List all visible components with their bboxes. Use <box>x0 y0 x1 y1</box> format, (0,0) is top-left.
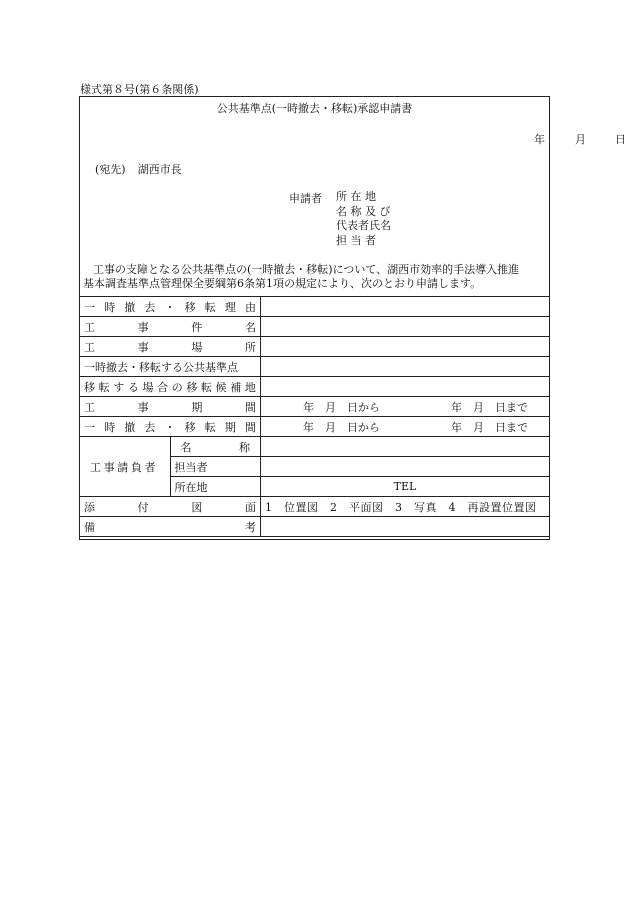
reason-label: 一 時 撤 去 ・ 移 転 理 由 <box>84 300 256 314</box>
row-benchmark <box>80 357 550 377</box>
addressee-name: 湖西市長 <box>137 163 182 176</box>
construction-site-field[interactable] <box>261 337 550 357</box>
construction-period-to: 年 月 日まで <box>451 400 528 414</box>
contractor-address-field[interactable] <box>261 477 550 497</box>
row-candidate-site <box>80 377 550 397</box>
remarks-label: 備 考 <box>84 520 256 534</box>
contractor-label: 工 事 請 負 者 <box>90 460 156 474</box>
removal-period-to: 年 月 日まで <box>451 420 528 434</box>
date-month: 月 <box>575 133 586 146</box>
construction-site-label: 工 事 場 所 <box>84 340 256 354</box>
contractor-person-label: 担当者 <box>170 457 261 477</box>
construction-period-field[interactable] <box>261 397 550 417</box>
contractor-person-field[interactable] <box>261 457 550 477</box>
form-title: 公共基準点(一時撤去・移転)承認申請書 <box>216 102 413 115</box>
application-statement <box>83 263 546 291</box>
contractor-address-label: 所在地 <box>170 477 261 497</box>
row-reason <box>80 297 550 317</box>
row-construction-period <box>80 397 550 417</box>
candidate-site-field[interactable] <box>261 377 550 397</box>
construction-name-field[interactable] <box>261 317 550 337</box>
application-form <box>79 96 626 540</box>
addressee <box>95 161 182 177</box>
applicant-representative-label: 代表者氏名 <box>336 219 391 232</box>
applicant-address-label: 所 在 地 <box>336 190 376 203</box>
row-attachments <box>80 497 550 517</box>
removal-period-field[interactable] <box>261 417 550 437</box>
attachments-list: 1 位置図 2 平面図 3 写真 4 再設置位置図 <box>261 497 550 517</box>
row-removal-period <box>80 417 550 437</box>
row-construction-site <box>80 337 550 357</box>
removal-period-from: 年 月 日から <box>303 420 380 434</box>
date-year: 年 <box>534 133 545 146</box>
row-contractor-name <box>80 437 550 457</box>
reason-field[interactable] <box>261 297 550 317</box>
construction-period-from: 年 月 日から <box>303 400 380 414</box>
applicant-contact-label: 担 当 者 <box>336 233 376 247</box>
row-construction-name <box>80 317 550 337</box>
contractor-name-label: 名 称 <box>180 440 250 454</box>
applicant-fields <box>336 190 391 248</box>
application-table <box>79 296 550 537</box>
statement-line-2: 基本調査基準点管理保全要綱第6条第1項の規定により、次のとおり申請します。 <box>83 277 482 290</box>
statement-line-1: 工事の支障となる公共基準点の(一時撤去・移転)について、湖西市効率的手法導入推進 <box>93 263 520 276</box>
construction-period-label: 工 事 期 間 <box>84 400 256 414</box>
attachments-label: 添 付 図 面 <box>84 500 256 514</box>
remarks-field[interactable] <box>261 517 550 537</box>
form-number: 様式第８号(第６条関係) <box>80 83 199 96</box>
applicant-name-label: 名 称 及 び <box>336 204 391 218</box>
date-day: 日 <box>615 133 626 146</box>
addressee-prefix: (宛先) <box>95 163 126 176</box>
benchmark-label: 一時撤去・移転する公共基準点 <box>80 357 261 377</box>
removal-period-label: 一 時 撤 去 ・ 移 転 期 間 <box>84 420 256 434</box>
contractor-name-field[interactable] <box>261 437 550 457</box>
tel-label: TEL <box>393 480 417 493</box>
candidate-site-label: 移 転 す る 場 合 の 移 転 候 補 地 <box>84 380 256 394</box>
benchmark-field[interactable] <box>261 357 550 377</box>
construction-name-label: 工 事 件 名 <box>84 320 256 334</box>
applicant-label: 申請者 <box>289 192 322 205</box>
row-remarks <box>80 517 550 537</box>
